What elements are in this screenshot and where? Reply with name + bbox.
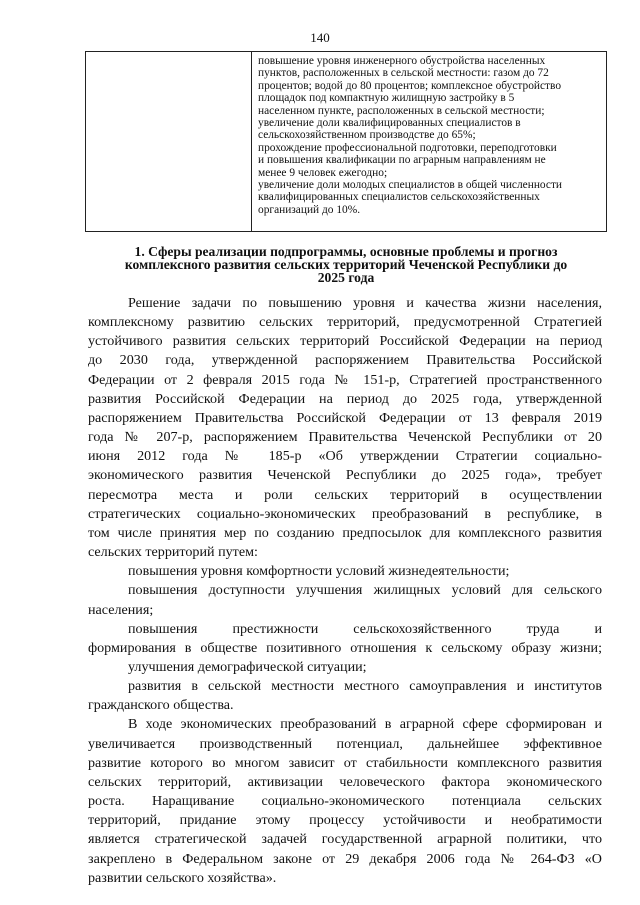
table-text-line: увеличение доли квалифицированных специалистов в (258, 117, 521, 130)
table-text-line: населенном пункте, расположенных в сельской местности; (258, 104, 545, 117)
body-line: увеличивается производственный потенциал, дальнейшее эффективное (88, 735, 602, 752)
section-title-line: комплексного развития сельских территорий Чеченской Республики до (124, 257, 568, 272)
section-title-line: 2025 года (317, 270, 375, 285)
body-line: распоряжением Правительства Российской Федерации от 13 февраля 2019 (88, 409, 602, 426)
body-line: пересмотра места и роли сельских территорий в осуществлении (88, 486, 602, 503)
body-line: улучшения демографической ситуации; (128, 658, 367, 675)
body-line: населения; (88, 601, 154, 618)
table-text-line: сельскохозяйственном производстве до 65%; (258, 129, 476, 142)
body-line: В ходе экономических преобразований в аграрной сфере сформирован и (128, 716, 602, 733)
body-line: года № 207-р, распоряжением Правительства Чеченской Республики от 20 (88, 429, 602, 446)
body-line: стратегических социально-экономических преобразований в республике, в (88, 505, 602, 522)
body-line: закреплено в Федеральном законе от 29 декабря 2006 года № 264-ФЗ «О (88, 850, 602, 867)
section-title-line: 1. Сферы реализации подпрограммы, основные проблемы и прогноз (134, 244, 558, 259)
table-text-line: повышение уровня инженерного обустройства населенных (258, 55, 546, 67)
body-line: Решение задачи по повышению уровня и качества жизни населения, (128, 295, 602, 311)
body-line: повышения престижности сельскохозяйственного труда и (128, 620, 602, 637)
table-text-line: менее 9 человек ежегодно; (258, 166, 388, 179)
table-text-line: и повышения квалификации по аграрным направлениям не (258, 154, 546, 167)
body-line: сельских территорий, активизации человеческого фактора экономического (88, 773, 602, 790)
body-line: развития в сельской местности местного самоуправления и институтов (128, 678, 602, 695)
body-line: июня 2012 года № 185-р «Об утверждении Стратегии социально- (88, 448, 602, 465)
body-line: гражданского общества. (88, 697, 234, 714)
body-line: комплексному развитию сельских территорий, предусмотренной Стратегией (88, 314, 602, 331)
goals-table (85, 51, 607, 232)
body-line: развитии сельского хозяйства». (88, 869, 277, 886)
table-left-cell (86, 52, 252, 231)
table-right-cell (258, 55, 604, 216)
body-line: сельских территорий путем: (88, 544, 258, 561)
body-line: является стратегической задачей государственной аграрной политики, что (88, 831, 602, 848)
table-text-line: увеличение доли молодых специалистов в общей численности (258, 179, 563, 192)
section-title (88, 245, 604, 284)
body-line: развития Российской Федерации на период до 2025 года, утвержденной (88, 390, 602, 407)
body-text (88, 294, 602, 888)
body-line: роста. Наращивание социально-экономического потенциала сельских (88, 793, 602, 810)
table-text-line: квалифицированных специалистов сельскохозяйственных (258, 191, 540, 204)
body-line: устойчивого развития сельских территорий Российской Федерации на период (88, 333, 602, 350)
body-line: Федерации от 2 февраля 2015 года № 151-р, Стратегией пространственного (88, 371, 602, 388)
body-line: экономического развития Чеченской Республики до 2025 года», требует (88, 467, 602, 484)
page-number: 140 (310, 30, 330, 45)
body-line: формирования в обществе позитивного отношения к сельскому образу жизни; (88, 639, 602, 656)
body-line: повышения уровня комфортности условий жизнедеятельности; (128, 563, 510, 580)
table-text-line: процентов; водой до 80 процентов; комплексное обустройство (258, 79, 562, 92)
table-text-line: организаций до 10%. (258, 203, 361, 216)
body-line: территорий, придание этому процессу устойчивости и необратимости (88, 812, 602, 829)
body-line: том числе принятия мер по созданию предпосылок для комплексного развития (88, 524, 602, 541)
table-text-line: прохождение профессиональной подготовки, переподготовки (258, 141, 557, 154)
body-line: повышения доступности улучшения жилищных условий для сельского (128, 582, 602, 599)
body-line: до 2030 года, утвержденной распоряжением Правительства Российской (88, 352, 602, 369)
body-line: развитие которого во многом зависит от стабильности комплексного развития (88, 754, 602, 771)
table-text-line: площадок под компактную жилищную застройку в 5 (258, 92, 515, 105)
table-text-line: пунктов, расположенных в сельской местности: газом до 72 (258, 67, 549, 80)
